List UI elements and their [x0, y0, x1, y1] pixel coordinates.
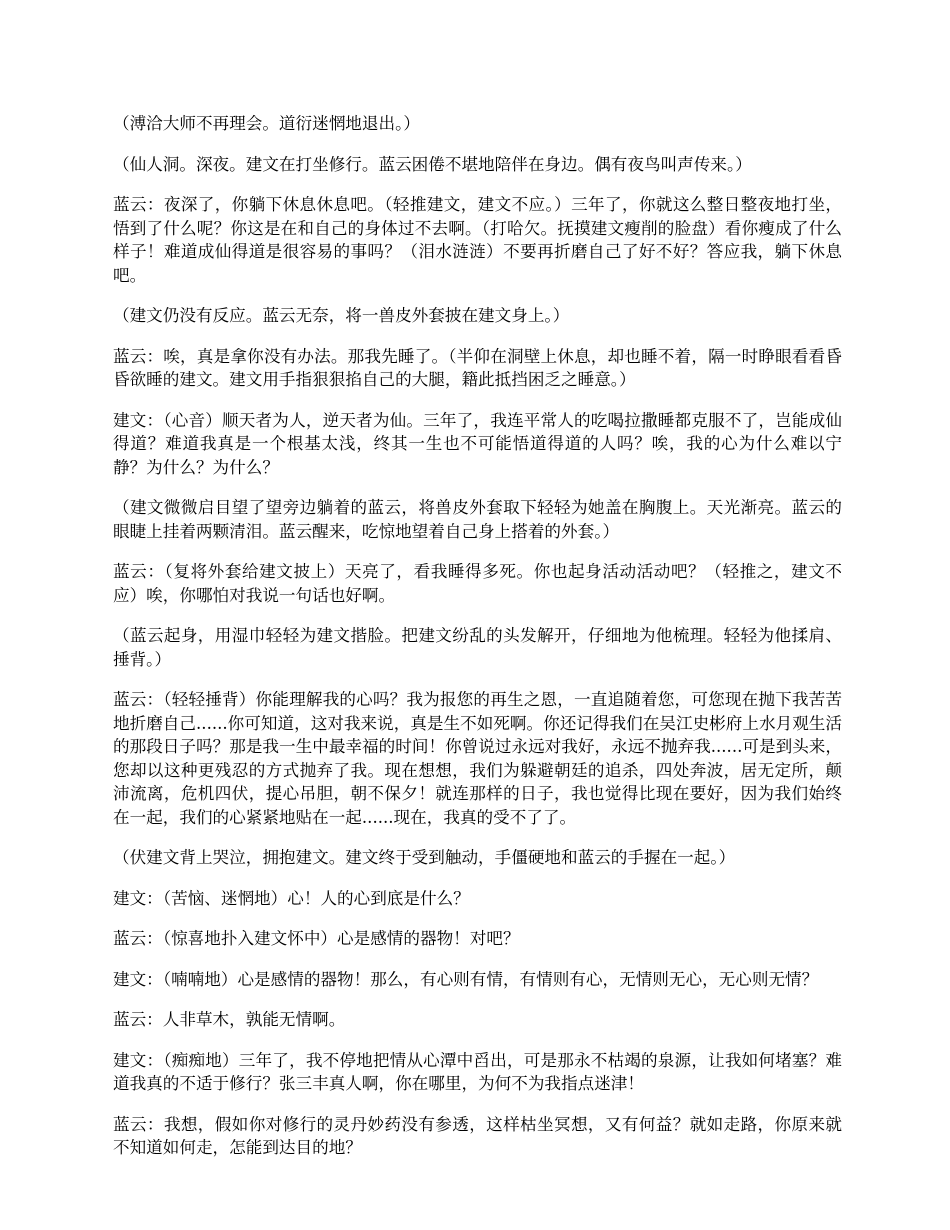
stage-direction: （蓝云起身，用湿巾轻轻为建文揩脸。把建文纷乱的头发解开，仔细地为他梳理。轻轻为他揉肩、捶背。） [113, 626, 842, 669]
dialogue-paragraph: 蓝云：（轻轻捶背）你能理解我的心吗？我为报您的再生之恩，一直追随着您，可您现在抛下我苦苦地折磨自己......你可知道，这对我来说，真是生不如死啊。你还记得我们在吴江史彬府上水月观生活的那段日子吗？那是我一生中最幸福的时间！你曾说过永远对我好，永远不抛弃我......可是到头来，您却以这种更残忍的方式抛弃了我。现在想想，我们为躲避朝廷的追杀，四处奔波，居无定所，颠沛流离，危机四伏，提心吊胆，朝不保夕！就连那样的日子，我也觉得比现在要好，因为我们始终在一起，我们的心紧紧地贴在一起......现在，我真的受不了了。 [113, 690, 842, 827]
dialogue-paragraph: 建文：（喃喃地）心是感情的器物！那么，有心则有情，有情则有心，无情则无心，无心则无情？ [113, 969, 819, 989]
dialogue-paragraph: 蓝云：人非草木，孰能无情啊。 [113, 1010, 346, 1029]
dialogue-paragraph: 建文：（心音）顺天者为人，逆天者为仙。三年了，我连平常人的吃喝拉撒睡都克服不了，岂能成仙得道？难道我真是一个根基太浅，终其一生也不可能悟道得道的人吗？唉，我的心为什么难以宁静？为什么？为什么？ [113, 410, 842, 477]
dialogue-paragraph: 蓝云：唉，真是拿你没有办法。那我先睡了。（半仰在洞壁上休息，却也睡不着，隔一时睁眼看看昏昏欲睡的建文。建文用手指狠狠掐自己的大腿，籍此抵挡困乏之睡意。） [113, 346, 842, 389]
dialogue-paragraph: 建文：（痴痴地）三年了，我不停地把情从心潭中舀出，可是那永不枯竭的泉源，让我如何堵塞？难道我真的不适于修行？张三丰真人啊，你在哪里，为何不为我指点迷津！ [113, 1050, 842, 1093]
stage-direction: （伏建文背上哭泣，拥抱建文。建文终于受到触动，手僵硬地和蓝云的手握在一起。） [113, 848, 736, 867]
dialogue-paragraph: 蓝云：（复将外套给建文披上）天亮了，看我睡得多死。你也起身活动活动吧？（轻推之，建文不应）唉，你哪怕对我说一句话也好啊。 [113, 562, 842, 605]
dialogue-paragraph: 建文：（苦恼、迷惘地）心！人的心到底是什么？ [113, 888, 470, 908]
stage-direction: （溥洽大师不再理会。道衍迷惘地退出。） [113, 114, 420, 133]
stage-direction: （建文微微启目望了望旁边躺着的蓝云，将兽皮外套取下轻轻为她盖在胸腹上。天光渐亮。蓝云的眼睫上挂着两颗清泪。蓝云醒来，吃惊地望着自己身上搭着的外套。） [113, 498, 842, 541]
dialogue-paragraph: 蓝云：夜深了，你躺下休息休息吧。（轻推建文，建文不应。）三年了，你就这么整日整夜地打坐，悟到了什么呢？你这是在和自己的身体过不去啊。（打哈欠。抚摸建文瘦削的脸盘）看你瘦成了什么样子！难道成仙得道是很容易的事吗？（泪水涟涟）不要再折磨自己了好不好？答应我，躺下休息吧。 [113, 195, 842, 285]
stage-direction: （建文仍没有反应。蓝云无奈，将一兽皮外套披在建文身上。） [113, 306, 570, 325]
stage-direction: （仙人洞。深夜。建文在打坐修行。蓝云困倦不堪地陪伴在身边。偶有夜鸟叫声传来。） [113, 154, 752, 174]
dialogue-paragraph: 蓝云：（惊喜地扑入建文怀中）心是感情的器物！对吧？ [113, 929, 520, 948]
dialogue-paragraph: 蓝云：我想，假如你对修行的灵丹妙药没有参透，这样枯坐冥想，又有何益？就如走路，你原来就不知道如何走，怎能到达目的地？ [113, 1114, 842, 1157]
